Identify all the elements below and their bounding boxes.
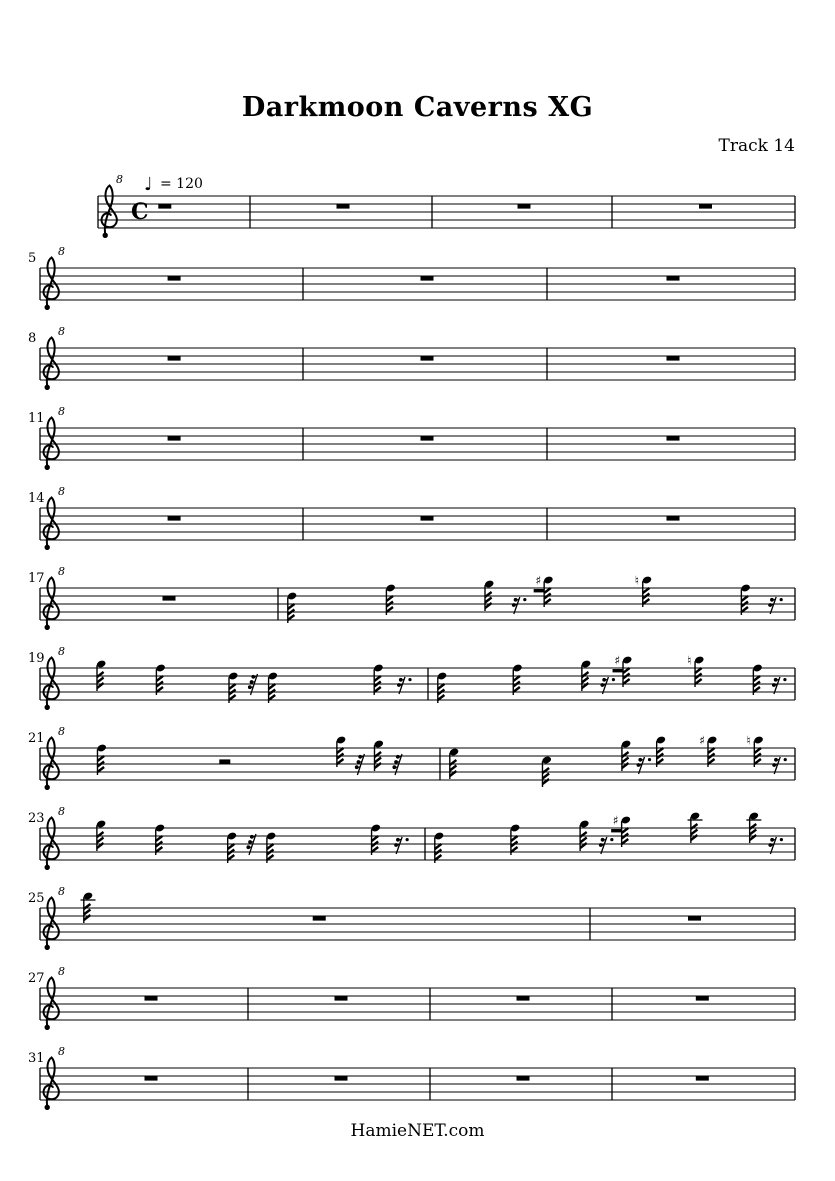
- staff-system-21: [0, 724, 835, 808]
- staff-system-19: [0, 644, 835, 728]
- note-flag: [643, 599, 650, 604]
- staff-system-11: [0, 404, 835, 488]
- note-flag: [156, 687, 163, 692]
- note-32nd: [581, 659, 592, 691]
- staff-svg: [0, 644, 835, 728]
- rest-whole: [313, 916, 326, 921]
- note-flag: [741, 596, 748, 601]
- rest-whole: [667, 516, 680, 521]
- measure-number: 5: [28, 251, 37, 266]
- note-flag: [97, 678, 104, 683]
- note-32nd: [267, 671, 278, 703]
- staff-svg: [0, 964, 835, 1048]
- note-flag: [753, 687, 760, 692]
- note-flag: [513, 687, 520, 692]
- note-32nd: [541, 755, 552, 787]
- note-flag: [435, 844, 442, 849]
- rest-whole: [688, 916, 701, 921]
- staff-system-8: [0, 324, 835, 408]
- note-flag: [580, 838, 587, 843]
- note-flag: [708, 748, 715, 753]
- staff-svg: [0, 724, 835, 808]
- rest-whole: [337, 204, 350, 209]
- augmentation-dot: [783, 678, 786, 681]
- track-label: Track 14: [718, 136, 795, 156]
- natural-icon: ♮: [746, 733, 751, 748]
- note-32nd: [155, 823, 166, 855]
- note-32nd: [227, 831, 238, 863]
- note-flag: [753, 676, 760, 681]
- sharp-icon: ♯: [535, 573, 542, 588]
- note-32nd: [434, 831, 445, 863]
- rest-whole: [163, 596, 176, 601]
- natural-icon: ♮: [634, 573, 640, 588]
- note-flag: [438, 695, 445, 700]
- footer-site-label: HamieNET.com: [350, 1121, 485, 1141]
- augmentation-dot: [610, 838, 613, 841]
- rest-whole: [145, 1076, 158, 1081]
- note-32nd: [621, 739, 632, 771]
- rest-whole: [145, 996, 158, 1001]
- note-flag: [622, 758, 629, 763]
- rest-16th-dotted: [637, 757, 652, 774]
- ottava-8-label: 8: [58, 725, 65, 738]
- note-flag: [229, 684, 236, 689]
- note-flag: [372, 847, 379, 852]
- note-flag: [544, 599, 551, 604]
- note-32nd: [155, 663, 166, 695]
- note-32nd: [510, 823, 521, 855]
- note-flag: [269, 695, 276, 700]
- score-title: Darkmoon Caverns XG: [241, 92, 594, 123]
- note-32nd: [336, 735, 347, 767]
- rest-16th-dotted: [397, 677, 412, 694]
- augmentation-dot: [523, 598, 526, 601]
- note-flag: [438, 684, 445, 689]
- rest-whole: [335, 996, 348, 1001]
- beam-stub: [534, 589, 545, 592]
- rest-whole: [699, 204, 712, 209]
- note-32nd: [449, 747, 460, 779]
- note-flag: [288, 604, 295, 609]
- note-32nd: [687, 654, 705, 688]
- note-flag: [582, 678, 589, 683]
- beam-stub: [613, 669, 624, 672]
- measure-number: 25: [28, 891, 45, 906]
- ottava-8-label: 8: [58, 965, 65, 978]
- ottava-8-label: 8: [58, 805, 65, 818]
- note-flag: [542, 774, 549, 779]
- note-32nd: [81, 891, 96, 923]
- note-32nd: [96, 819, 107, 851]
- tempo-value: = 120: [160, 176, 203, 192]
- note-32nd: [611, 814, 631, 848]
- note-flag: [269, 684, 276, 689]
- note-flag: [337, 748, 344, 753]
- ottava-8-label: 8: [58, 325, 65, 338]
- note-flag: [375, 758, 382, 763]
- note-flag: [228, 844, 235, 849]
- ottava-8-label: 8: [58, 245, 65, 258]
- rest-whole: [335, 1076, 348, 1081]
- note-flag: [374, 687, 381, 692]
- note-32nd: [613, 654, 633, 688]
- note-32nd: [484, 579, 495, 611]
- note-flag: [754, 759, 761, 764]
- note-flag: [84, 910, 91, 915]
- note-flag: [622, 839, 629, 844]
- note-flag: [229, 695, 236, 700]
- staff-svg: [0, 1044, 835, 1128]
- note-32nd: [746, 734, 764, 768]
- rest-whole: [667, 276, 680, 281]
- ottava-8-label: 8: [116, 173, 123, 186]
- sharp-icon: ♯: [614, 653, 621, 668]
- note-flag: [97, 767, 104, 772]
- note-32nd: [512, 663, 523, 695]
- rest-whole: [667, 436, 680, 441]
- measure-number: 11: [28, 411, 45, 426]
- rest-16th-dotted: [599, 837, 614, 854]
- note-flag: [337, 759, 344, 764]
- note-flag: [156, 847, 163, 852]
- ottava-8-label: 8: [58, 405, 65, 418]
- rest-whole: [696, 996, 709, 1001]
- augmentation-dot: [406, 838, 409, 841]
- rest-half: [219, 759, 230, 764]
- tempo-marking: [144, 174, 203, 195]
- staff-system-25: [0, 884, 835, 968]
- note-flag: [435, 855, 442, 860]
- note-flag: [511, 847, 518, 852]
- staff-system-31: [0, 1044, 835, 1128]
- note-flag: [741, 607, 748, 612]
- rest-whole: [168, 516, 181, 521]
- rest-whole: [518, 204, 531, 209]
- staff-system-14: [0, 484, 835, 568]
- beam-stub: [611, 829, 622, 832]
- staff-system-27: [0, 964, 835, 1048]
- augmentation-dot: [408, 678, 411, 681]
- measure-number: 23: [28, 811, 45, 826]
- ottava-8-label: 8: [58, 485, 65, 498]
- note-flag: [691, 830, 698, 835]
- sharp-icon: ♯: [612, 813, 619, 828]
- note-32nd: [635, 574, 653, 608]
- note-flag: [511, 836, 518, 841]
- rest-whole: [421, 436, 434, 441]
- rest-16th-dotted: [768, 597, 783, 614]
- ottava-8-label: 8: [58, 645, 65, 658]
- rest-16th-dotted: [394, 837, 409, 854]
- staff-system-23: [0, 804, 835, 888]
- note-32nd: [746, 811, 761, 843]
- rest-whole: [168, 356, 181, 361]
- staff-system-5: [0, 244, 835, 328]
- note-32nd: [688, 811, 703, 843]
- tempo-note-icon: ♩: [144, 174, 153, 195]
- note-32nd: [96, 743, 107, 775]
- staff-svg: [0, 884, 835, 968]
- rest-whole: [168, 276, 181, 281]
- note-flag: [228, 855, 235, 860]
- note-32nd: [370, 823, 381, 855]
- note-flag: [513, 676, 520, 681]
- note-32nd: [752, 663, 763, 695]
- augmentation-dot: [780, 598, 783, 601]
- note-32nd: [287, 591, 298, 623]
- staff-svg: [0, 564, 835, 648]
- note-flag: [267, 855, 274, 860]
- sharp-icon: ♯: [699, 733, 706, 748]
- note-32nd: [579, 819, 590, 851]
- rest-whole: [667, 356, 680, 361]
- note-flag: [623, 668, 630, 673]
- rest-16th-dotted: [512, 597, 527, 614]
- note-flag: [754, 748, 761, 753]
- note-flag: [622, 828, 629, 833]
- note-32nd: [740, 583, 751, 615]
- ottava-8-label: 8: [58, 565, 65, 578]
- augmentation-dot: [780, 838, 783, 841]
- note-32nd: [656, 735, 667, 767]
- measure-number: 14: [28, 491, 45, 506]
- note-flag: [708, 759, 715, 764]
- rest-16th-dotted: [772, 677, 787, 694]
- note-flag: [386, 607, 393, 612]
- note-flag: [544, 588, 551, 593]
- note-flag: [97, 756, 104, 761]
- rest-whole: [421, 516, 434, 521]
- note-flag: [643, 588, 650, 593]
- note-32nd: [534, 574, 554, 608]
- rest-16th-dotted: [772, 757, 787, 774]
- rest-whole: [158, 204, 171, 209]
- note-32nd: [373, 663, 384, 695]
- note-flag: [267, 844, 274, 849]
- note-flag: [450, 766, 457, 771]
- measure-number: 17: [28, 571, 45, 586]
- staff-system-17: [0, 564, 835, 648]
- augmentation-dot: [648, 758, 651, 761]
- note-32nd: [96, 659, 107, 691]
- note-flag: [750, 830, 757, 835]
- rest-whole: [421, 276, 434, 281]
- staff-svg: [0, 244, 835, 328]
- ottava-8-label: 8: [58, 885, 65, 898]
- note-32nd: [699, 734, 717, 768]
- rest-whole: [168, 436, 181, 441]
- measure-number: 27: [28, 971, 45, 986]
- augmentation-dot: [784, 758, 787, 761]
- note-flag: [288, 615, 295, 620]
- note-flag: [374, 676, 381, 681]
- measure-number: 31: [28, 1051, 45, 1066]
- note-32nd: [385, 583, 396, 615]
- rest-whole: [696, 1076, 709, 1081]
- staff-svg: [0, 804, 835, 888]
- note-flag: [695, 679, 702, 684]
- ottava-8-label: 8: [58, 1045, 65, 1058]
- note-flag: [97, 838, 104, 843]
- natural-icon: ♮: [687, 653, 692, 668]
- staff-svg: [0, 324, 835, 408]
- common-time-signature: C: [131, 199, 149, 225]
- rest-16th-dotted: [600, 677, 615, 694]
- rest-whole: [517, 1076, 530, 1081]
- note-flag: [485, 598, 492, 603]
- note-flag: [156, 836, 163, 841]
- note-flag: [372, 836, 379, 841]
- staff-svg: [0, 404, 835, 488]
- rest-whole: [517, 996, 530, 1001]
- note-flag: [657, 748, 664, 753]
- measure-number: 8: [28, 331, 37, 346]
- note-32nd: [437, 671, 448, 703]
- augmentation-dot: [612, 678, 615, 681]
- measure-number: 21: [28, 731, 45, 746]
- note-flag: [657, 759, 664, 764]
- staff-svg: [0, 484, 835, 568]
- note-flag: [623, 679, 630, 684]
- note-32nd: [373, 739, 384, 771]
- note-32nd: [266, 831, 277, 863]
- note-flag: [156, 676, 163, 681]
- note-32nd: [228, 671, 239, 703]
- note-flag: [386, 596, 393, 601]
- measure-number: 19: [28, 651, 45, 666]
- rest-whole: [421, 356, 434, 361]
- note-flag: [695, 668, 702, 673]
- rest-16th-dotted: [768, 837, 783, 854]
